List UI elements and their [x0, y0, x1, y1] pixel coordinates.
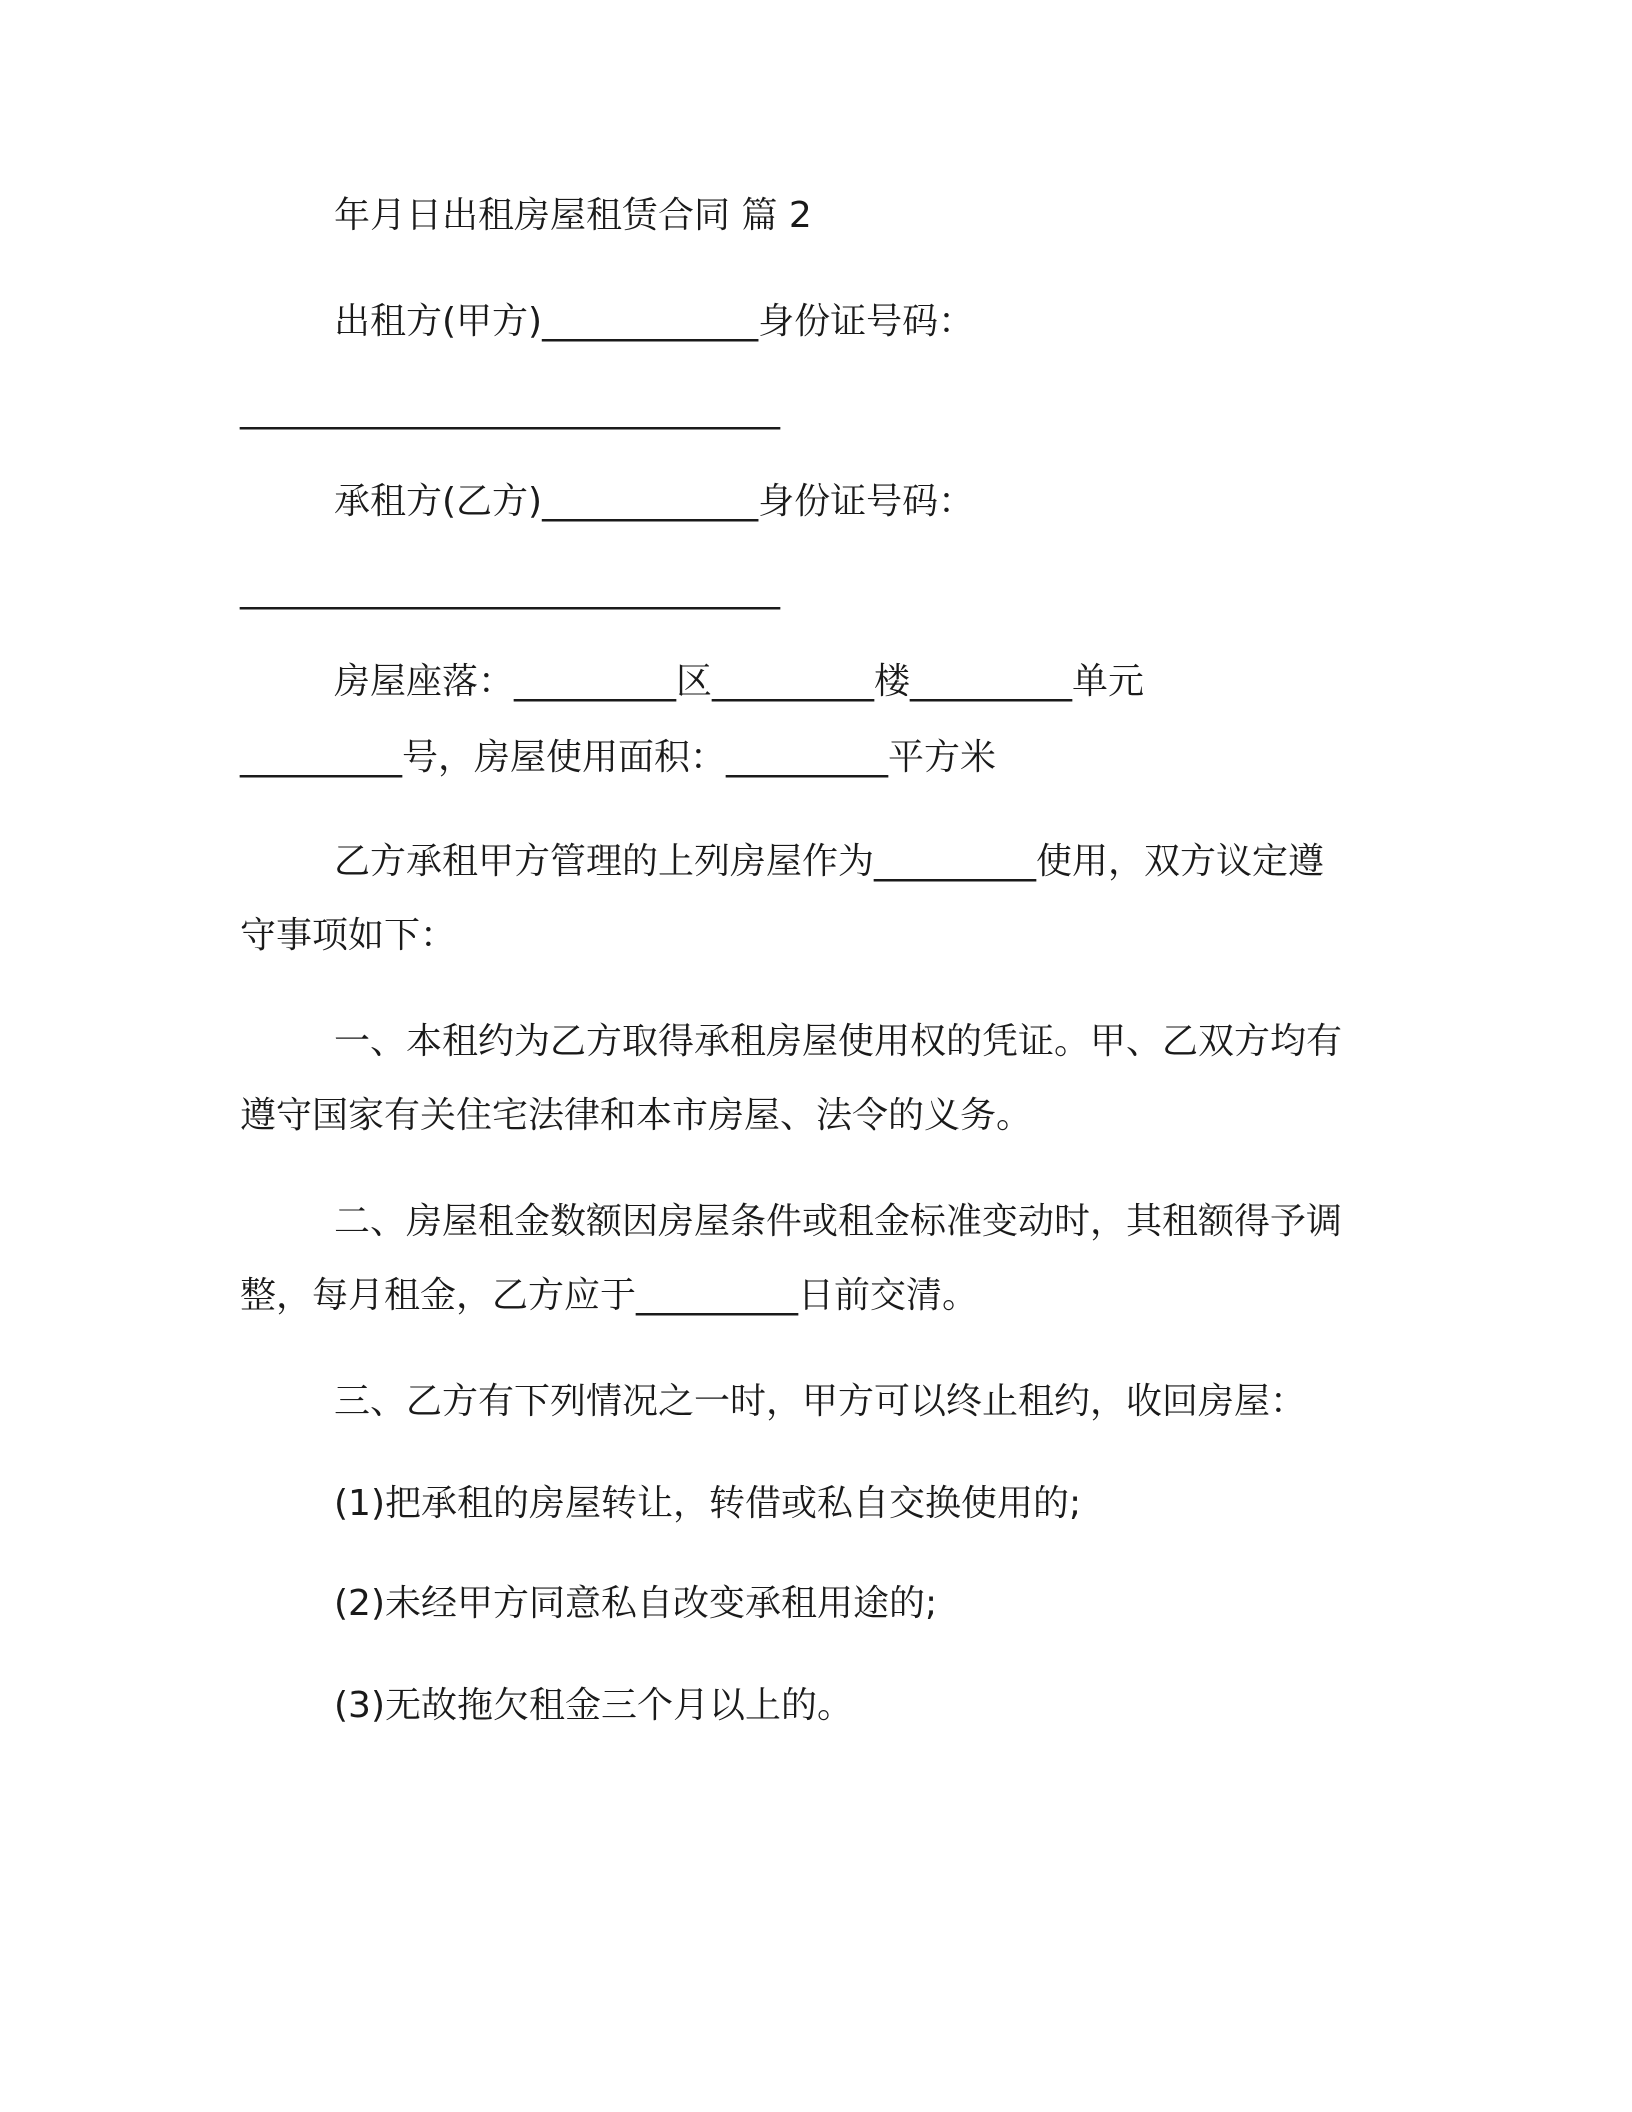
purpose-line-1: 乙方承租甲方管理的上列房屋作为_________使用，双方议定遵	[334, 841, 1325, 882]
lessor-line: 出租方(甲方)____________身份证号码：	[334, 301, 975, 342]
document-title: 年月日出租房屋租赁合同 篇 2	[334, 195, 812, 236]
lessor-id-blank: ______________________________	[240, 389, 780, 430]
lessee-line: 承租方(乙方)____________身份证号码：	[334, 481, 975, 522]
location-line-2: _________号，房屋使用面积：_________平方米	[240, 737, 997, 778]
lessee-id-blank: ______________________________	[240, 569, 780, 610]
clause-1-line-2: 遵守国家有关住宅法律和本市房屋、法令的义务。	[240, 1095, 1033, 1136]
clause-3-item-3: (3)无故拖欠租金三个月以上的。	[334, 1685, 853, 1726]
clause-3-line-1: 三、乙方有下列情况之一时，甲方可以终止租约，收回房屋：	[334, 1381, 1307, 1422]
clause-1-line-1: 一、本租约为乙方取得承租房屋使用权的凭证。甲、乙双方均有	[334, 1021, 1343, 1062]
purpose-line-2: 守事项如下：	[240, 915, 457, 956]
clause-3-item-2: (2)未经甲方同意私自改变承租用途的;	[334, 1583, 938, 1624]
clause-3-item-1: (1)把承租的房屋转让，转借或私自交换使用的;	[334, 1483, 1082, 1524]
clause-2-line-1: 二、房屋租金数额因房屋条件或租金标准变动时，其租额得予调	[334, 1201, 1343, 1242]
location-line-1: 房屋座落：_________区_________楼_________单元	[334, 661, 1145, 702]
clause-2-line-2: 整，每月租金，乙方应于_________日前交清。	[240, 1275, 979, 1316]
